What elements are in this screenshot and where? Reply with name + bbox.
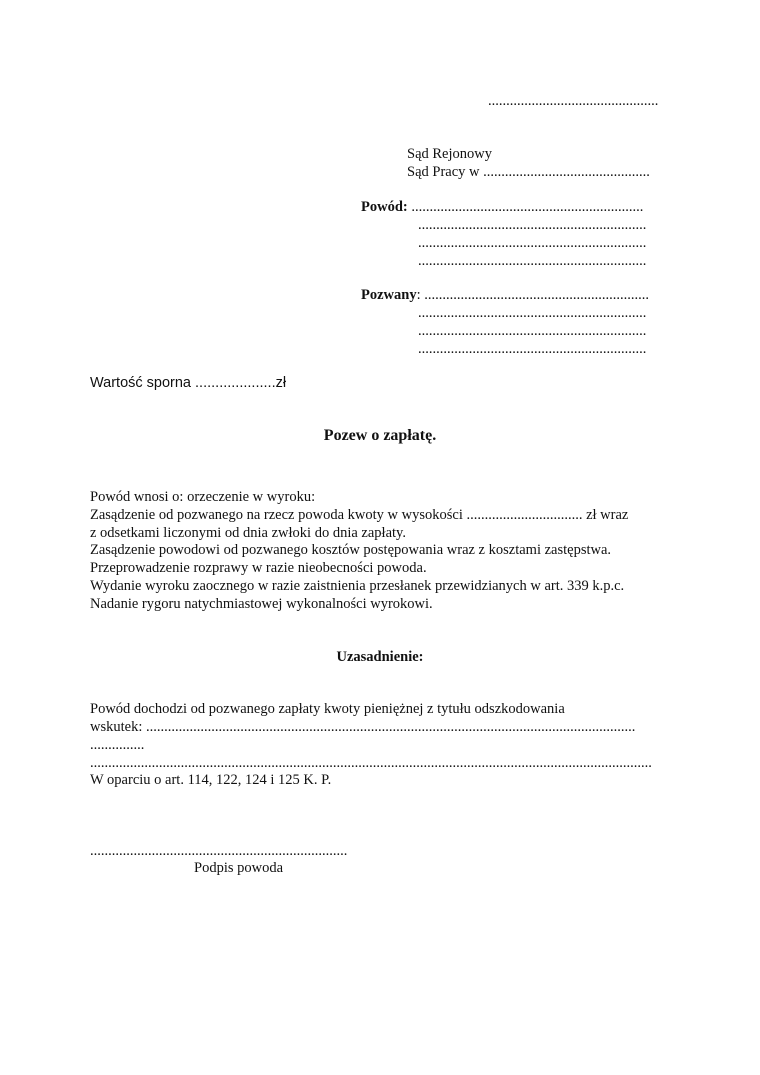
claim-line: Zasądzenie od pozwanego na rzecz powoda kwoty w wysokości ................................ zł wraz [90, 507, 629, 523]
plaintiff-line-1 [361, 198, 643, 216]
justification-line: Powód dochodzi od pozwanego zapłaty kwoty pieniężnej z tytułu odszkodowania [90, 701, 565, 717]
justification-line: wskutek: ....................................................................................................................................... [90, 719, 636, 735]
claim-line: z odsetkami liczonymi od dnia zwłoki do dnia zapłaty. [90, 525, 406, 541]
plaintiff-dots-3: ............................................................... [418, 235, 647, 251]
dispute-value: Wartość sporna ....................zł [90, 375, 287, 391]
claim-line: Nadanie rygoru natychmiastowej wykonalności wyrokowi. [90, 596, 433, 612]
justification-line: ........................................................................................................................................................... [90, 755, 652, 771]
claim-line: Przeprowadzenie rozprawy w razie nieobecności powoda. [90, 560, 427, 576]
defendant-dots-1: : .............................................................. [416, 287, 649, 303]
claim-line: Wydanie wyroku zaocznego w razie zaistnienia przesłanek przewidzianych w art. 339 k.p.c. [90, 578, 625, 594]
justification-line: ............... [90, 737, 145, 753]
court-name: Sąd Rejonowy [407, 146, 492, 162]
court-division: Sąd Pracy w .............................................. [407, 164, 650, 180]
claim-line: Zasądzenie powodowi od pozwanego kosztów postępowania wraz z kosztami zastępstwa. [90, 542, 612, 558]
justification-line: W oparciu o art. 114, 122, 124 i 125 K. P. [90, 772, 332, 788]
plaintiff-dots-4: ............................................................... [418, 253, 647, 269]
plaintiff-dots-2: ............................................................... [418, 217, 647, 233]
defendant-dots-4: ............................................................... [418, 341, 647, 357]
defendant-dots-3: ............................................................... [418, 323, 647, 339]
defendant-line-1 [361, 286, 649, 304]
plaintiff-dots-1: ................................................................ [407, 199, 644, 215]
claims-intro: Powód wnosi o: orzeczenie w wyroku: [90, 489, 316, 505]
defendant-label: Pozwany [361, 287, 417, 303]
place-date-line: ............................................... [488, 93, 659, 109]
document-title: Pozew o zapłatę. [323, 427, 437, 444]
justification-heading: Uzasadnienie: [336, 649, 424, 665]
signature-line: ....................................................................... [90, 843, 348, 859]
plaintiff-label: Powód: [361, 199, 408, 215]
signature-label: Podpis powoda [194, 860, 284, 876]
defendant-dots-2: ............................................................... [418, 305, 647, 321]
